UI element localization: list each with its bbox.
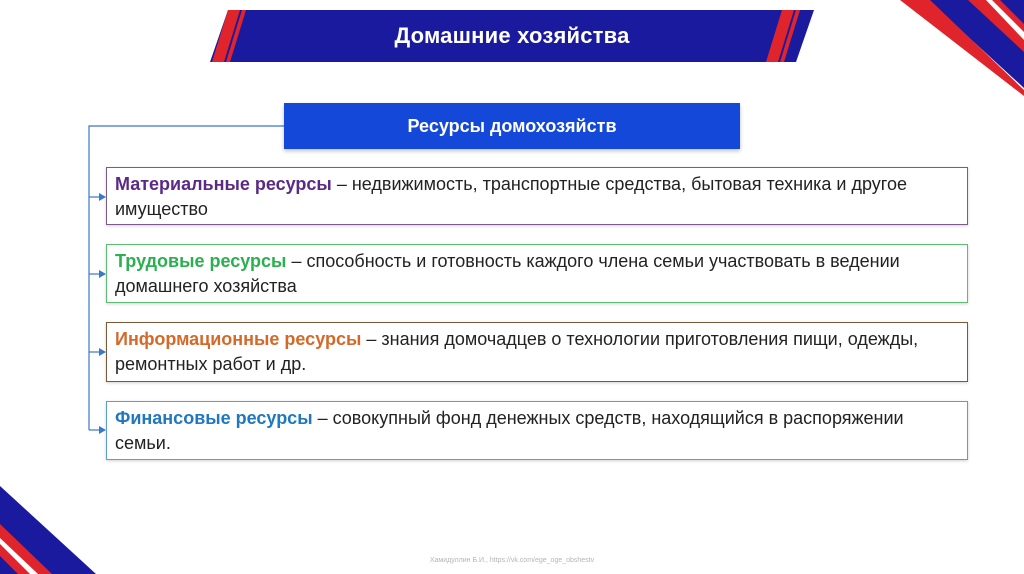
- labor-resources-term: Трудовые ресурсы: [115, 251, 287, 271]
- material-resources-term: Материальные ресурсы: [115, 174, 332, 194]
- resources-header: Ресурсы домохозяйств: [284, 103, 740, 149]
- material-resources-box: [106, 167, 968, 225]
- page-title: Домашние хозяйства: [394, 23, 630, 48]
- information-resources-text: – знания домочадцев о технологии приготовления пищи, одежды, ремонтных работ и др.: [115, 329, 919, 374]
- arrow-head-1: [99, 193, 106, 201]
- arrow-head-4: [99, 426, 106, 434]
- labor-resources-box: [106, 244, 968, 303]
- financial-resources-box: [106, 401, 968, 460]
- information-resources-box: [106, 322, 968, 382]
- financial-resources-text: – совокупный фонд денежных средств, находящийся в распоряжении семьи.: [115, 408, 904, 453]
- financial-resources-term: Финансовые ресурсы: [115, 408, 313, 428]
- arrow-head-2: [99, 270, 106, 278]
- material-resources-text: – недвижимость, транспортные средства, бытовая техника и другое имущество: [115, 174, 907, 219]
- arrow-head-3: [99, 348, 106, 356]
- information-resources-term: Информационные ресурсы: [115, 329, 362, 349]
- footer-credit: Хамидуллин Б.И., https://vk.com/ege_oge_obshestv: [429, 557, 595, 564]
- labor-resources-text: – способность и готовность каждого члена семьи участвовать в ведении домашнего хозяйства: [115, 251, 900, 296]
